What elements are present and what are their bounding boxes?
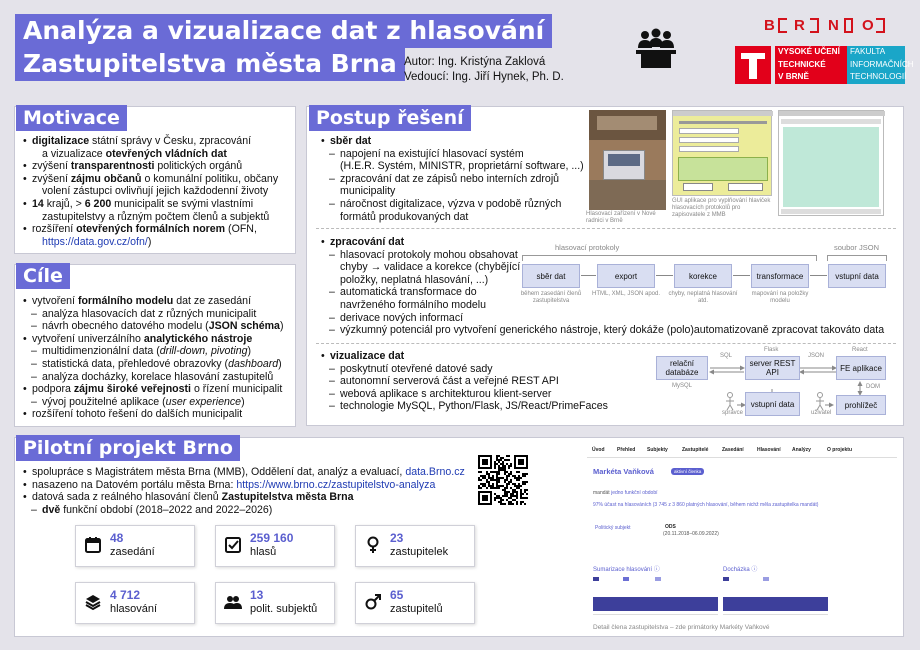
app-screenshot-caption: Detail člena zastupitelstva – zde primátorky Markéty Vaňkové (593, 624, 770, 631)
list-item: – zpracování dat ze zápisů nebo interních zdrojů (320, 173, 585, 186)
postup-title: Postup řešení (309, 105, 471, 131)
list-item: • zvýšení transparentnosti politických orgánů (22, 160, 294, 173)
pipeline-arrow (733, 275, 750, 276)
vizualizace-list (320, 350, 640, 413)
qr-code (478, 455, 528, 505)
list-item: • sběr dat (320, 135, 585, 148)
gui-caption: GUI aplikace pro vyplňování hlaviček hlasovacích protokolů pro zapisovatele z MMB (672, 198, 771, 218)
brno-logo (764, 14, 890, 40)
list-item: – dvě funkční období (2018–2022 and 2022–2026) (22, 504, 482, 517)
male-icon (364, 593, 382, 611)
list-item: – analýza docházky, korelace hlasování zastupitelů (22, 371, 294, 384)
pipeline-note: mapování na položky modelu (751, 291, 809, 304)
pilot-title: Pilotní projekt Brno (16, 435, 240, 461)
list-item: chyby → validace a korekce (chybějící (340, 261, 521, 274)
app-chart1-axis (593, 614, 718, 615)
app-subject-date: (20.11.2018–06.09.2022) (663, 531, 719, 537)
app-subject-label: Politický subjekt (595, 525, 631, 531)
photo-caption: Hlasovací zařízení v Nové radnici v Brně (586, 211, 656, 224)
arch-database: relační databáze (656, 356, 708, 380)
stat-number: 13 (250, 588, 264, 602)
list-item: položky, neplatná hlasování, ...) (340, 273, 489, 286)
list-item: – automatická transformace do (320, 286, 895, 299)
list-item: • zpracování dat (320, 236, 895, 249)
list-item: – analýza hlasovacích dat z různých municipalit (22, 308, 294, 321)
list-item: – poskytnutí otevřené datové sady (320, 363, 640, 376)
brno-bracket (778, 18, 787, 33)
list-item: • datová sada z reálného hlasování členů Zastupitelstva města Brna (22, 491, 482, 504)
poster-title-line2: Zastupitelstva města Brna (15, 47, 405, 81)
arch-fe-app: FE aplikace (836, 356, 886, 380)
list-item: municipality (340, 185, 396, 198)
list-item: – napojení na existující hlasovací systém (320, 148, 585, 161)
stat-label: hlasů (250, 546, 277, 558)
app-participation: 97% účast na hlasováních (3 745 z 3 860 platných hlasování, během nichž měla zastupitelka mandát) (593, 502, 819, 508)
pilot-list (22, 466, 482, 516)
cile-title: Cíle (16, 263, 70, 289)
stat-card (215, 525, 335, 567)
app-nav-item[interactable]: Zastupitelé (682, 447, 709, 453)
list-item: • zvýšení zájmu občanů o komunální politiku, občany (22, 173, 294, 186)
brno-bracket (844, 18, 853, 33)
stat-number: 259 160 (250, 531, 294, 545)
checkbox-icon (224, 536, 242, 554)
app-subject-value: ODS (665, 524, 676, 530)
app-nav-item[interactable]: Hlasování (757, 447, 781, 453)
voting-device-photo (589, 110, 666, 210)
arch-label-user: uživatel (811, 410, 832, 416)
list-item: • vizualizace dat (320, 350, 640, 363)
arch-label-admin: správce (722, 410, 744, 416)
pipeline-group-right: soubor JSON (834, 243, 880, 252)
link[interactable]: data.Brno.cz (405, 466, 465, 478)
pipeline-node: export (597, 264, 655, 288)
fit-logo (735, 46, 914, 84)
pipeline-bracket-right (827, 255, 887, 261)
stat-label: zasedání (110, 546, 155, 558)
app-mandate: mandát jedno funkční období (593, 490, 658, 496)
motivace-title: Motivace (16, 105, 127, 131)
list-item: (H.E.R. Systém, MINISTR, proprietární software, ...) (340, 160, 584, 173)
poster-title-line1: Analýza a vizualizace dat z hlasování (15, 14, 552, 48)
list-item: – hlasovací protokoly mohou obsahovat (320, 249, 895, 262)
app-nav-item[interactable]: Úvod (592, 447, 605, 453)
app-chart2-axis (723, 614, 828, 615)
list-item: • podpora zájmu široké veřejnosti o řízení municipalit (22, 383, 294, 396)
brno-letter: B (764, 17, 775, 34)
pipeline-arrow (581, 275, 596, 276)
brno-letter: N (828, 17, 839, 34)
app-chart2-bar (723, 597, 828, 611)
list-item: – webová aplikace s architekturou klient-server (320, 388, 640, 401)
arch-label-dom: DOM (866, 384, 880, 390)
stat-number: 4 712 (110, 588, 141, 602)
app-member-badge: aktivní členka (671, 468, 704, 475)
list-item: • vytvoření formálního modelu dat ze zasedání (22, 295, 294, 308)
link[interactable]: https://www.brno.cz/zastupitelstvo-analyza (236, 478, 436, 491)
list-item: • 14 krajů, > 6 200 municipalit se svými vlastními (22, 198, 294, 211)
list-item: • nasazeno na Datovém portálu města Brna: https://www.brno.cz/zastupitelstvo-analyza (22, 479, 482, 492)
divider (316, 228, 896, 229)
female-icon (364, 536, 382, 554)
motivace-list (22, 135, 294, 248)
app-chart2-legend (723, 576, 823, 590)
brno-letter: O (862, 17, 874, 34)
brno-bracket (876, 18, 885, 33)
list-item: • vytvoření univerzálního analytického nástroje (22, 333, 294, 346)
gui-screenshot-1 (672, 110, 772, 196)
pipeline-node: korekce (674, 264, 732, 288)
pipeline-note: během zasedání členů zastupitelstva (520, 291, 582, 304)
list-item: – technologie MySQL, Python/Flask, JS/React/PrimeFaces (320, 400, 640, 413)
list-item: • rozšíření otevřených formálních norem (OFN, (22, 223, 294, 236)
list-item: – multidimenzionální data (drill-down, pivoting) (22, 345, 294, 358)
pipeline-node: vstupní data (828, 264, 886, 288)
list-item: – náročnost digitalizace, výzva v podobě různých (320, 198, 585, 211)
pipeline-note: chyby, neplatná hlasování atd. (668, 291, 738, 304)
calendar-icon (84, 536, 102, 554)
app-nav (587, 440, 897, 458)
fit-logo-right: FAKULTA INFORMAČNÍCH TECHNOLOGIÍ (847, 46, 905, 84)
divider (316, 343, 896, 344)
brno-bracket (810, 18, 819, 33)
council-meeting-icon (634, 26, 678, 70)
stat-number: 23 (390, 531, 404, 545)
arch-browser: prohlížeč (836, 395, 886, 415)
list-item: – autonomní serverová část a veřejné REST API (320, 375, 640, 388)
list-item: volení zástupci ovlivňují jejich každodenní životy (42, 185, 269, 198)
list-item: – návrh obecného datového modelu (JSON schéma) (22, 320, 294, 333)
list-item: • spolupráce s Magistrátem města Brna (MMB), Oddělení dat, analýz a evaluací, data.Brno.cz (22, 466, 482, 479)
stat-card (75, 582, 195, 624)
group-icon (224, 593, 242, 611)
supervisor: Vedoucí: Ing. Jiří Hynek, Ph. D. (404, 71, 564, 83)
list-item: zastupitelstvy a různým počtem členů a subjektů (42, 210, 270, 223)
sber-list (320, 135, 585, 223)
list-item: – statistická data, přehledové obrazovky (dashboard) (22, 358, 294, 371)
app-chart1-title: Sumarizace hlasování ⓘ (593, 567, 660, 573)
app-chart1-legend (593, 576, 718, 590)
arch-label-sql: SQL (720, 353, 733, 359)
pipeline-group-left: hlasovací protokoly (555, 243, 620, 252)
list-item: formátů produkovaných dat (340, 210, 469, 223)
list-item: – výzkumný potenciál pro vytvoření generického nástroje, který dokáže (polo)automatizovaně zpracovat takováto data (320, 324, 895, 337)
pipeline-bracket-left (522, 255, 817, 261)
app-nav-item[interactable]: Analýzy (792, 447, 811, 453)
list-item: – derivace nových informací (320, 312, 895, 325)
pipeline-arrow (656, 275, 673, 276)
list-item: https://data.gov.cz/ofn/) (42, 235, 152, 248)
list-item: • rozšíření tohoto řešení do dalších municipalit (22, 408, 294, 421)
list-item: – vývoj použitelné aplikace (user experience) (22, 396, 294, 409)
arch-server: server REST API (745, 356, 800, 380)
fit-logo-left: VYSOKÉ UČENÍ TECHNICKÉ V BRNĚ (775, 46, 847, 84)
stat-label: zastupitelek (390, 546, 449, 558)
list-item: a vizualizace otevřených vládních dat (42, 147, 227, 160)
stat-card (355, 582, 475, 624)
arch-label-mysql: MySQL (672, 383, 693, 389)
stat-label: zastupitelů (390, 603, 443, 615)
stat-number: 48 (110, 531, 124, 545)
app-nav-item[interactable]: Zasedání (722, 447, 744, 453)
fit-logo-mark (735, 46, 771, 84)
pipeline-node: transformace (751, 264, 809, 288)
app-nav-item[interactable]: Přehled (617, 447, 636, 453)
pipeline-node: sběr dat (522, 264, 580, 288)
stat-label: polit. subjektů (250, 603, 318, 615)
list-item: • digitalizace státní správy v Česku, zpracování (22, 135, 294, 148)
arch-input-data: vstupní data (745, 392, 800, 416)
author: Autor: Ing. Kristýna Zaklová (404, 56, 546, 68)
stat-card (355, 525, 475, 567)
app-nav-item[interactable]: Subjekty (647, 447, 668, 453)
app-screenshot (587, 440, 897, 634)
arch-label-flask: Flask (764, 347, 779, 353)
stat-card (75, 525, 195, 567)
app-chart2-title: Docházka ⓘ (723, 567, 758, 573)
stat-card (215, 582, 335, 624)
gui-screenshot-2 (778, 110, 884, 216)
cile-list (22, 295, 294, 421)
brno-letter: R (794, 17, 805, 34)
list-item: navrženého formálního modelu (340, 298, 487, 311)
stat-label: hlasování (110, 603, 158, 615)
link[interactable]: https://data.gov.cz/ofn/ (42, 235, 148, 248)
arch-label-react: React (852, 347, 868, 353)
stat-number: 65 (390, 588, 404, 602)
arch-label-json: JSON (808, 353, 825, 359)
layers-icon (84, 593, 102, 611)
app-nav-item[interactable]: O projektu (827, 447, 853, 453)
app-chart1-bar (593, 597, 718, 611)
pipeline-note: HTML, XML, JSON apod. (591, 291, 661, 297)
app-member-name: Markéta Vaňková (593, 467, 654, 476)
pipeline-arrow (810, 275, 827, 276)
